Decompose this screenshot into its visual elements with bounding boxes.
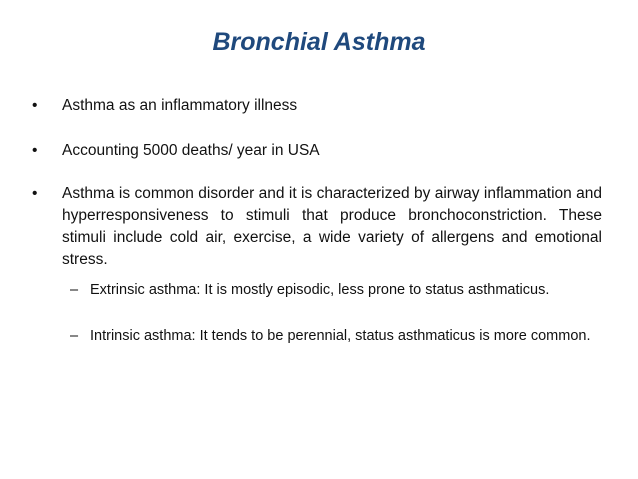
bullet-text: Accounting 5000 deaths/ year in USA	[62, 142, 320, 159]
bullet-item	[32, 95, 602, 116]
sub-bullet-item	[70, 327, 602, 346]
slide-title: Bronchial Asthma	[212, 28, 426, 56]
sub-bullet-item	[70, 281, 602, 300]
bullet-text: Asthma as an inflammatory illness	[62, 97, 298, 114]
bullet-marker: •	[32, 97, 38, 114]
bullet-text: Asthma is common disorder and it is characterized by airway inflammation and hyperresponsiveness to stimuli that produce bronchoconstriction. These stimuli include cold air, exercise, a wide variety of allergens and emotional stress.	[62, 185, 602, 268]
bullet-marker: •	[32, 185, 38, 202]
sub-bullet-text: Intrinsic asthma: It tends to be perennial, status asthmaticus is more common.	[90, 328, 591, 344]
bullet-marker: •	[32, 142, 38, 159]
sub-bullet-marker: –	[70, 282, 79, 298]
bullet-item	[32, 183, 602, 271]
bullet-item	[32, 140, 602, 161]
sub-bullet-text: Extrinsic asthma: It is mostly episodic, less prone to status asthmaticus.	[90, 282, 550, 298]
sub-bullet-marker: –	[70, 328, 79, 344]
